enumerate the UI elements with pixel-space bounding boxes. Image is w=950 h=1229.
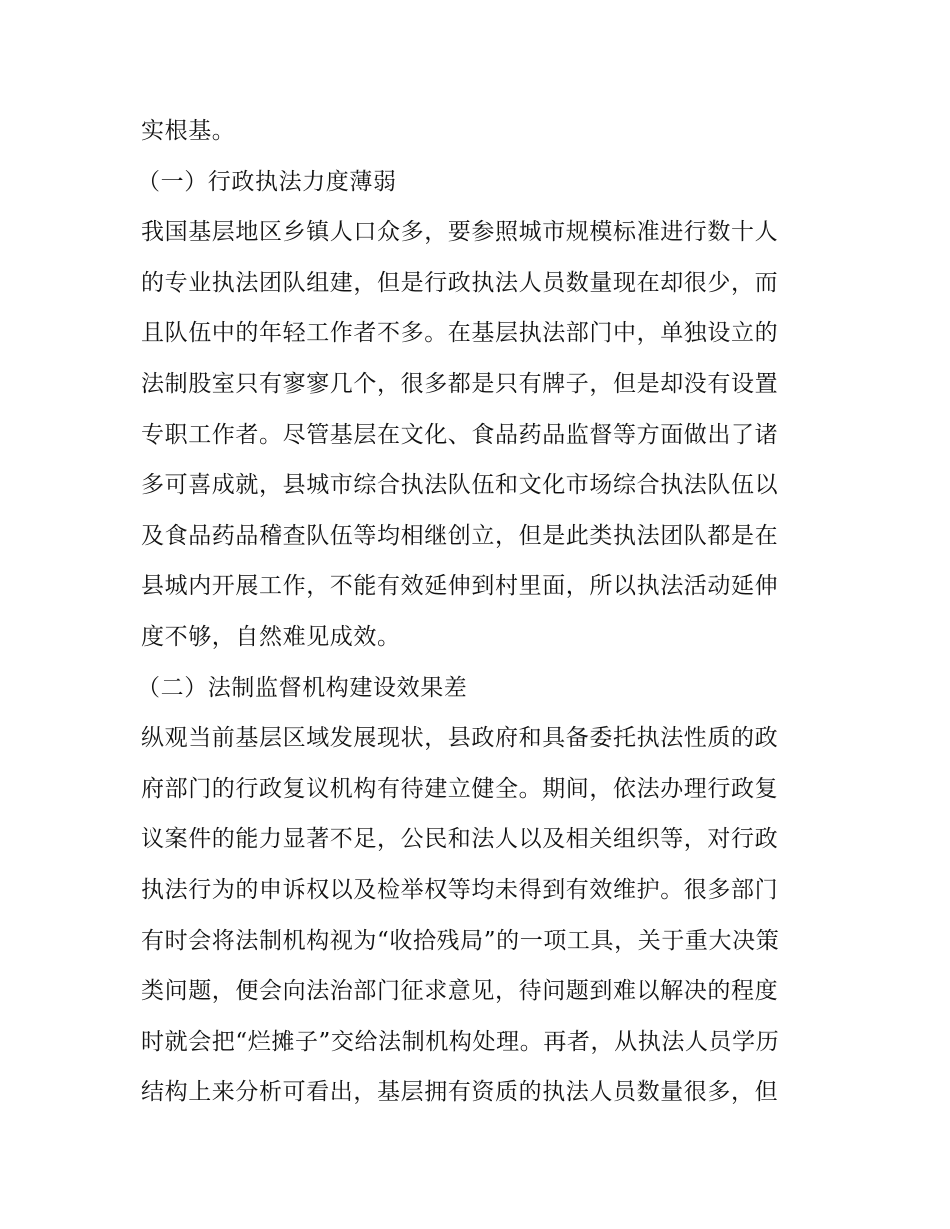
paragraph-line: 府部门的行政复议机构有待建立健全。期间，依法办理行政复 — [141, 775, 779, 802]
paragraph-line: 县城内开展工作，不能有效延伸到村里面，所以执法活动延伸 — [141, 573, 779, 600]
paragraph-line: 纵观当前基层区域发展现状，县政府和具备委托执法性质的政 — [141, 725, 779, 752]
paragraph-line: 类问题，便会向法治部门征求意见，待问题到难以解决的程度 — [141, 978, 779, 1005]
paragraph-line: 的专业执法团队组建，但是行政执法人员数量现在却很少，而 — [141, 269, 779, 296]
section-heading-1: （一）行政执法力度薄弱 — [137, 168, 397, 195]
paragraph-line: 时就会把“烂摊子”交给法制机构处理。再者，从执法人员学历 — [141, 1028, 780, 1055]
paragraph-line: 议案件的能力显著不足，公民和法人以及相关组织等，对行政 — [141, 826, 779, 853]
paragraph-line: 结构上来分析可看出，基层拥有资质的执法人员数量很多，但 — [141, 1079, 779, 1106]
paragraph-line: 执法行为的申诉权以及检举权等均未得到有效维护。很多部门 — [141, 876, 779, 903]
paragraph-line: 专职工作者。尽管基层在文化、食品药品监督等方面做出了诸 — [141, 421, 779, 448]
paragraph-line: 多可喜成就，县城市综合执法队伍和文化市场综合执法队伍以 — [141, 472, 779, 499]
paragraph-line: 且队伍中的年轻工作者不多。在基层执法部门中，单独设立的 — [141, 320, 779, 347]
paragraph-line: 我国基层地区乡镇人口众多，要参照城市规模标准进行数十人 — [141, 219, 779, 246]
document-page — [137, 106, 821, 1118]
paragraph-line: 法制股室只有寥寥几个，很多都是只有牌子，但是却没有设置 — [141, 370, 779, 397]
paragraph-line: 有时会将法制机构视为“收拾残局”的一项工具，关于重大决策 — [141, 927, 780, 954]
section-heading-2: （二）法制监督机构建设效果差 — [137, 674, 468, 701]
paragraph-line: 及食品药品稽查队伍等均相继创立，但是此类执法团队都是在 — [141, 522, 779, 549]
paragraph-line: 实根基。 — [141, 118, 236, 144]
paragraph-line: 度不够，自然难见成效。 — [141, 623, 401, 650]
